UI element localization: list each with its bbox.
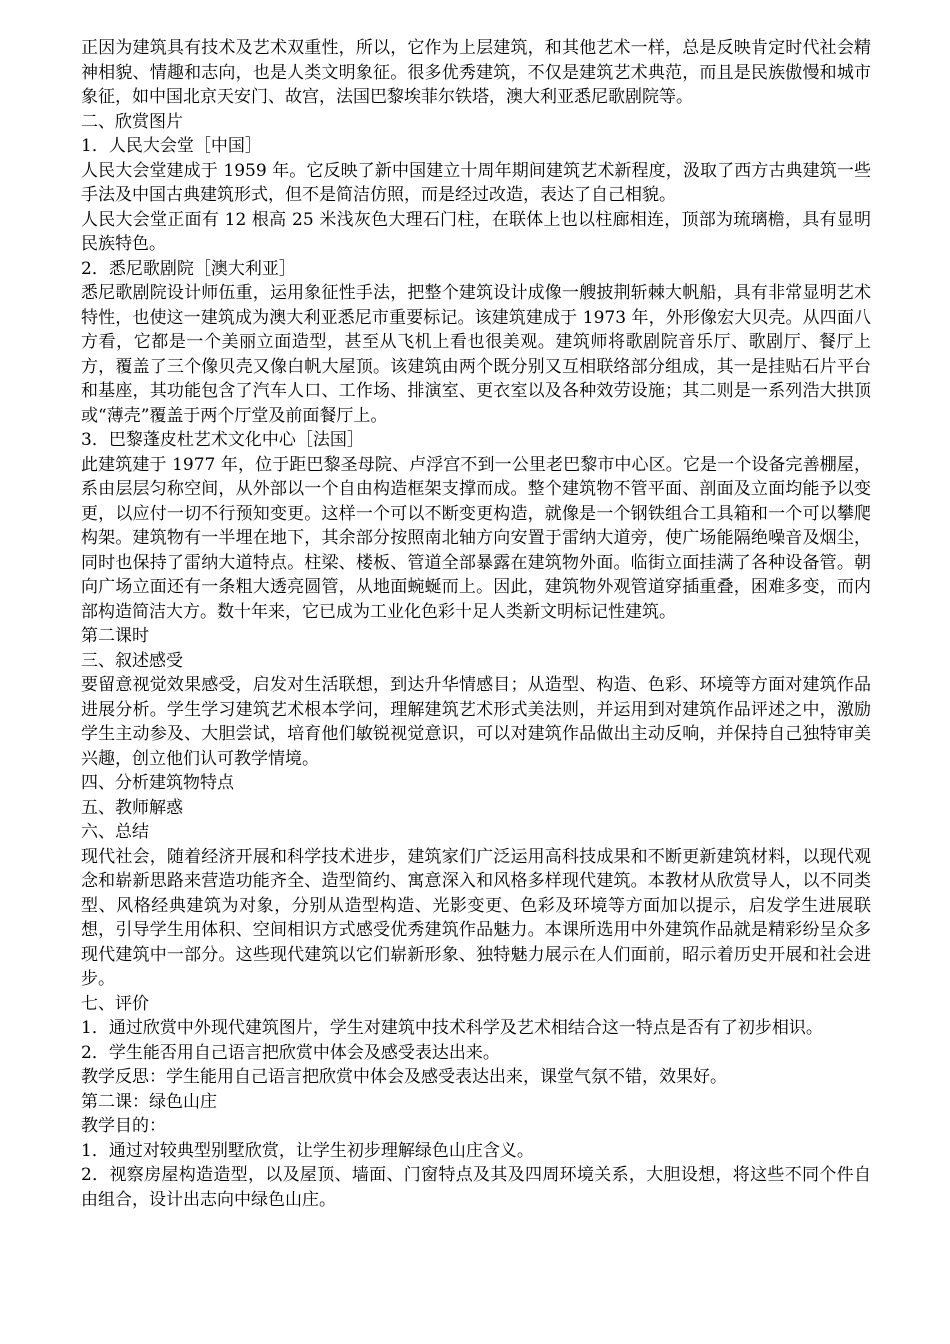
paragraph-sydney-opera-house: 悉尼歌剧院设计师伍重，运用象征性手法，把整个建筑设计成像一艘披荆斩棘大帆船，具有非常显明艺术特性，也使这一建筑成为澳大利亚悉尼市重要标记。该建筑建成于 1973 年，外形像宏大贝壳。从四面八方看，它都是一个美丽立面造型，甚至从飞机上看也很美观。建筑师将歌剧院音乐厅、歌剧厅、餐厅上方，覆盖了三个像贝壳又像白帆大屋顶。该建筑由两个既分别又互相联络部分组成，其一是挂贴石片平台和基座，其功能包含了汽车人口、工作场、排演室、更衣室以及各种效劳设施；其二则是一系列浩大拱顶或“薄壳”覆盖于两个厅堂及前面餐厅上。 bbox=[81, 283, 871, 426]
evaluation-item-1: 1．通过欣赏中外现代建筑图片，学生对建筑中技术科学及艺术相结合这一特点是否有了初步相识。 bbox=[81, 1018, 823, 1038]
section-heading-evaluation: 七、评价 bbox=[81, 993, 149, 1014]
lesson-period-heading: 第二课时 bbox=[81, 626, 149, 646]
lesson-title-green-villa: 第二课：绿色山庄 bbox=[81, 1091, 217, 1112]
section-heading-summary: 六、总结 bbox=[81, 822, 149, 842]
paragraph-great-hall-1: 人民大会堂建成于 1959 年。它反映了新中国建立十周年期间建筑艺术新程度，汲取了西方古典建筑一些手法及中国古典建筑形式，但不是简洁仿照，而是经过改造，表达了自己相貌。 bbox=[81, 160, 871, 205]
item-heading-great-hall: 1．人民大会堂［中国］ bbox=[81, 136, 262, 156]
paragraph-pompidou-center: 此建筑建于 1977 年，位于距巴黎圣母院、卢浮宫不到一公里老巴黎市中心区。它是一个设备完善棚屋，系由层层匀称空间，从外部以一个自由构造框架支撑而成。整个建筑物不管平面、剖面及立面均能予以变更，以应付一切不行预知变更。这样一个可以不断变更构造，就像是一个钢铁组合工具箱和一个可以攀爬构架。建筑物有一半埋在地下，其余部分按照南北轴方向安置于雷纳大道旁，使广场能隔绝噪音及烟尘，同时也保持了雷纳大道特点。柱梁、楼板、管道全部暴露在建筑物外面。临街立面挂满了各种设备管。朝向广场立面还有一条粗大透亮圆管，从地面蜿蜒而上。因此，建筑物外观管道穿插重叠，困难多变，而内部构造简洁大方。数十年来，它已成为工业化色彩十足人类新文明标记性建筑。 bbox=[81, 454, 871, 622]
evaluation-item-2: 2．学生能否用自己语言把欣赏中体会及感受表达出来。 bbox=[81, 1042, 500, 1063]
teaching-goals-heading: 教学目的： bbox=[81, 1116, 166, 1136]
paragraph-summary: 现代社会，随着经济开展和科学技术进步，建筑家们广泛运用高科技成果和不断更新建筑材料，以现代观念和崭新思路来营造功能齐全、造型简约、寓意深入和风格多样现代建筑。本教材从欣赏导人，以不同类型、风格经典建筑为对象，分别从造型构造、光影变更、色彩及环境等方面加以提示，启发学生进展联想，引导学生用体积、空间相识方式感受优秀建筑作品魅力。本课所选用中外建筑作品就是精彩纷呈众多现代建筑中一部分。这些现代建筑以它们崭新形象、独特魅力展示在人们面前，昭示着历史开展和社会进步。 bbox=[81, 846, 871, 989]
item-heading-pompidou-center: 3．巴黎蓬皮杜艺术文化中心［法国］ bbox=[81, 430, 364, 450]
paragraph-great-hall-2: 人民大会堂正面有 12 根高 25 米浅灰色大理石门柱，在联体上也以柱廊相连，顶部为琉璃檐，具有显明民族特色。 bbox=[81, 209, 871, 254]
section-heading-teacher-explains: 五、教师解惑 bbox=[81, 797, 183, 818]
intro-paragraph: 正因为建筑具有技术及艺术双重性，所以，它作为上层建筑，和其他艺术一样，总是反映肯定时代社会精神相貌、情趣和志向，也是人类文明象征。很多优秀建筑，不仅是建筑艺术典范，而且是民族傲慢和城市象征，如中国北京天安门、故宫，法国巴黎埃菲尔铁塔，澳大利亚悉尼歌剧院等。 bbox=[81, 38, 871, 107]
teaching-reflection: 教学反思：学生能用自己语言把欣赏中体会及感受表达出来，课堂气氛不错，效果好。 bbox=[81, 1067, 727, 1087]
section-heading-narrate-feelings: 三、叙述感受 bbox=[81, 650, 183, 671]
teaching-goal-1: 1．通过对较典型别墅欣赏，让学生初步理解绿色山庄含义。 bbox=[81, 1140, 534, 1161]
section-heading-appreciate-pictures: 二、欣赏图片 bbox=[81, 111, 183, 132]
paragraph-narrate-feelings: 要留意视觉效果感受，启发对生活联想，到达升华情感目；从造型、构造、色彩、环境等方面对建筑作品进展分析。学生学习建筑艺术根本学问，理解建筑艺术形式美法则，并运用到对建筑作品评述之中，激励学生主动参及、大胆尝试，培育他们敏锐视觉意识，可以对建筑作品做出主动反响，并保持自己独特审美兴趣，创立他们认可教学情境。 bbox=[81, 675, 871, 769]
teaching-goal-2: 2．视察房屋构造造型，以及屋顶、墙面、门窗特点及其及四周环境关系，大胆设想，将这些不同个件自由组合，设计出志向中绿色山庄。 bbox=[81, 1165, 871, 1210]
item-heading-sydney-opera-house: 2．悉尼歌剧院［澳大利亚］ bbox=[81, 258, 296, 279]
section-heading-analyze-features: 四、分析建筑物特点 bbox=[81, 773, 234, 793]
document-body bbox=[81, 36, 871, 1212]
